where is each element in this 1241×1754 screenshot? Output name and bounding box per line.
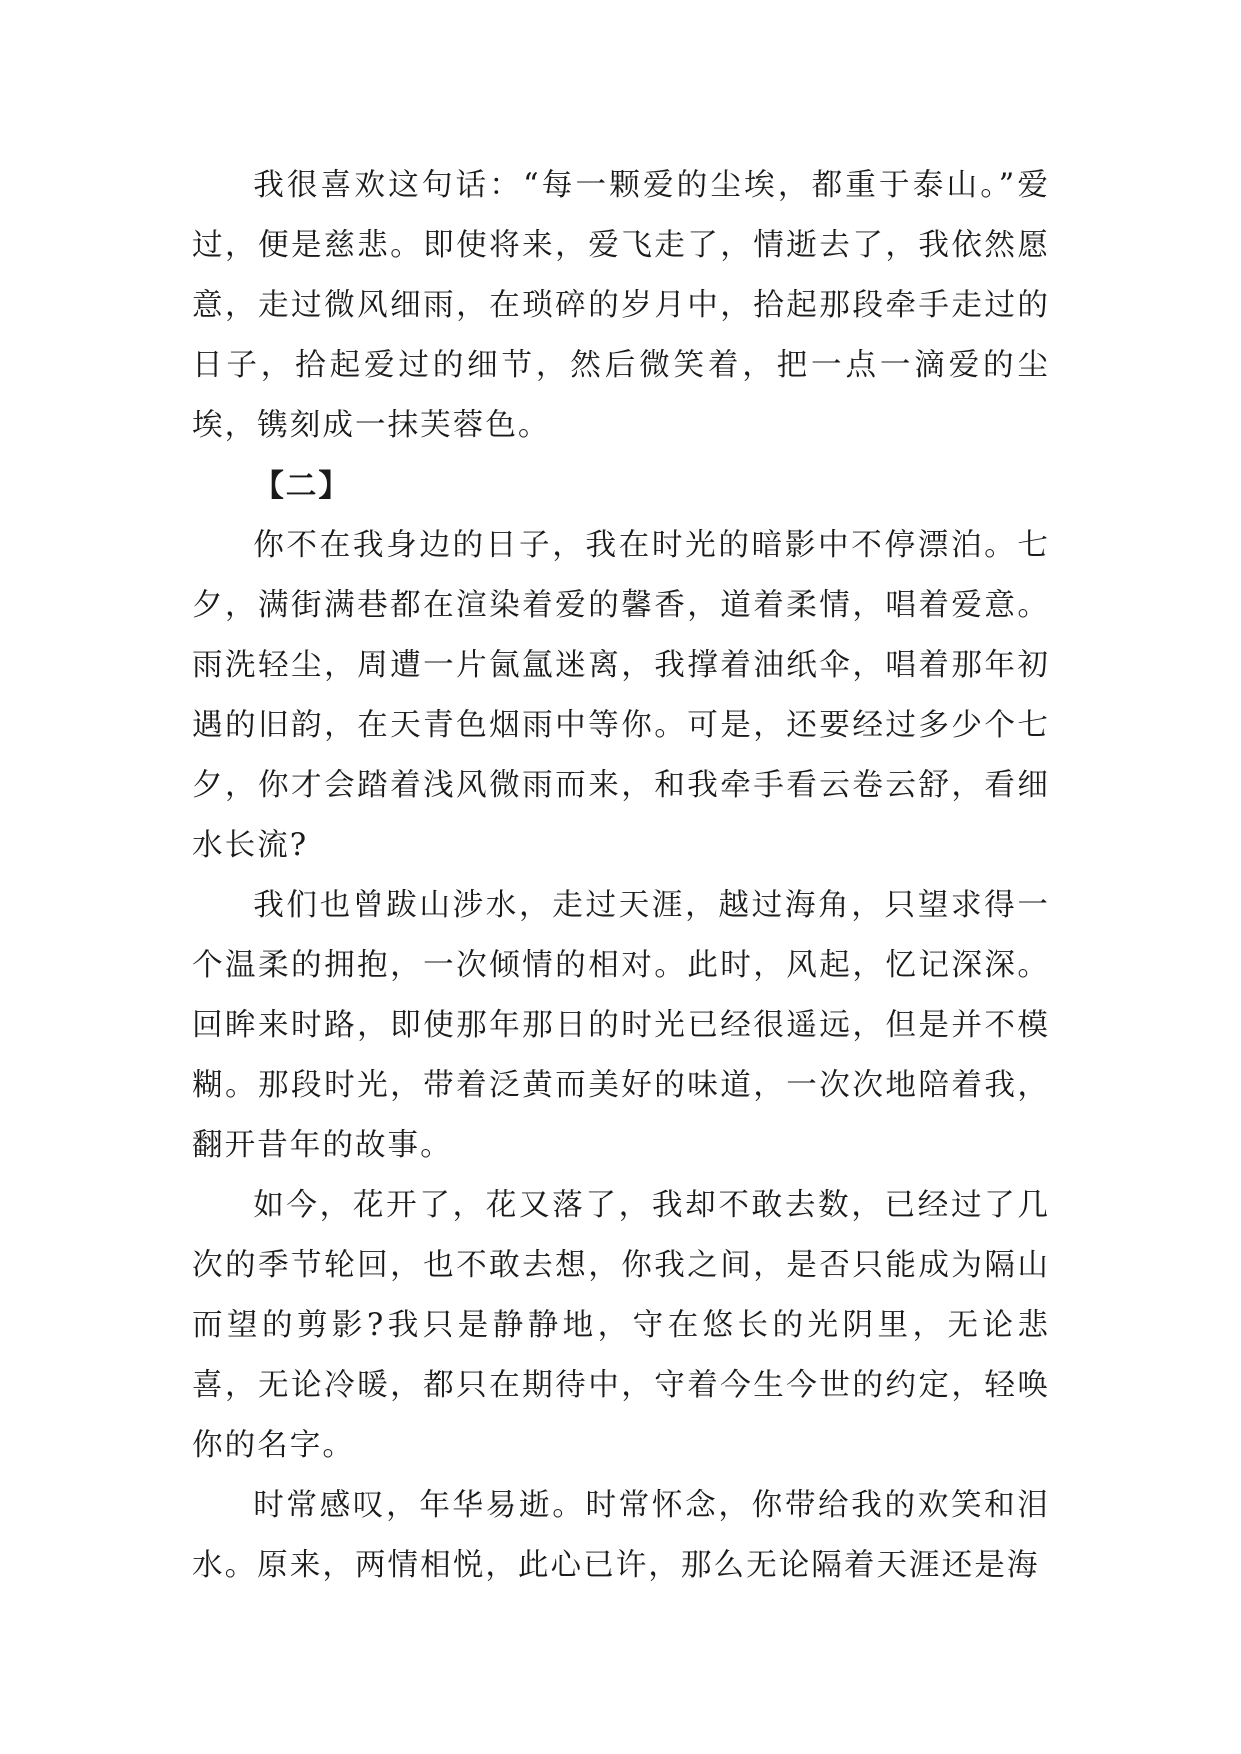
paragraph-1: 我很喜欢这句话：“每一颗爱的尘埃，都重于泰山。”爱过，便是慈悲。即使将来，爱飞走了，情逝去了，我依然愿意，走过微风细雨，在琐碎的岁月中，拾起那段牵手走过的日子，拾起爱过的细节，然后微笑着，把一点一滴爱的尘埃，镌刻成一抹芙蓉色。	[192, 168, 1050, 443]
document-body	[192, 156, 1050, 1596]
section-heading: 【二】	[253, 468, 351, 504]
paragraph-4: 如今，花开了，花又落了，我却不敢去数，已经过了几次的季节轮回，也不敢去想，你我之间，是否只能成为隔山而望的剪影?我只是静静地，守在悠长的光阴里，无论悲喜，无论冷暖，都只在期待中，守着今生今世的约定，轻唤你的名字。	[192, 1188, 1050, 1463]
paragraph-2: 你不在我身边的日子，我在时光的暗影中不停漂泊。七夕，满街满巷都在渲染着爱的馨香，道着柔情，唱着爱意。雨洗轻尘，周遭一片氤氲迷离，我撑着油纸伞，唱着那年初遇的旧韵，在天青色烟雨中等你。可是，还要经过多少个七夕，你才会踏着浅风微雨而来，和我牵手看云卷云舒，看细水长流?	[192, 528, 1050, 863]
paragraph-3: 我们也曾跋山涉水，走过天涯，越过海角，只望求得一个温柔的拥抱，一次倾情的相对。此时，风起，忆记深深。回眸来时路，即使那年那日的时光已经很遥远，但是并不模糊。那段时光，带着泛黄而美好的味道，一次次地陪着我，翻开昔年的故事。	[192, 888, 1050, 1163]
paragraph-5: 时常感叹，年华易逝。时常怀念，你带给我的欢笑和泪水。原来，两情相悦，此心已许，那么无论隔着天涯还是海	[192, 1488, 1050, 1583]
